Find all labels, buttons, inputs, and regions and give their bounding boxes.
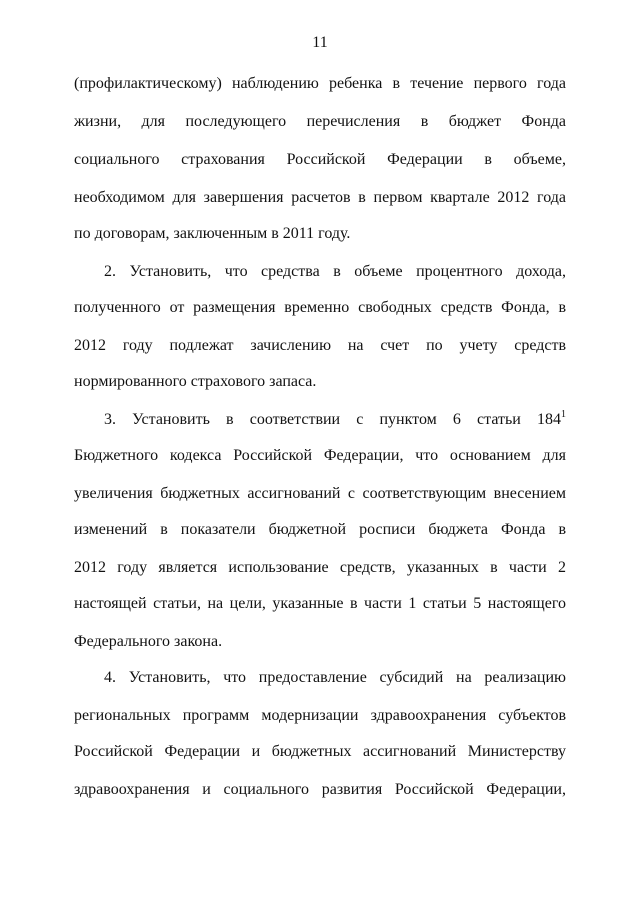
- article-superscript: 1: [561, 409, 566, 420]
- paragraph-3-line-5: 2012 году является использование средств, указанных в части 2: [74, 559, 566, 576]
- paragraph-3-line-3: увеличения бюджетных ассигнований с соответствующим внесением: [74, 485, 566, 502]
- paragraph-2-line-2: полученного от размещения временно свободных средств Фонда, в: [74, 299, 566, 316]
- page-number: 11: [312, 34, 328, 51]
- paragraph-1-line-4: необходимом для завершения расчетов в первом квартале 2012 года: [74, 189, 566, 206]
- paragraph-1-line-5: по договорам, заключенным в 2011 году.: [74, 225, 351, 242]
- paragraph-1-line-2: жизни, для последующего перечисления в бюджет Фонда: [74, 113, 566, 130]
- paragraph-3-line-1: [104, 410, 566, 430]
- paragraph-2-line-4: нормированного страхового запаса.: [74, 373, 317, 390]
- paragraph-3-line-1-text: 3. Установить в соответствии с пунктом 6 статьи 184: [104, 411, 561, 428]
- paragraph-4-line-4: здравоохранения и социального развития Российской Федерации,: [74, 781, 566, 798]
- paragraph-2-line-1: 2. Установить, что средства в объеме процентного дохода,: [104, 263, 566, 280]
- paragraph-1-line-1: (профилактическому) наблюдению ребенка в течение первого года: [74, 75, 566, 92]
- paragraph-3-line-4: изменений в показатели бюджетной росписи бюджета Фонда в: [74, 521, 566, 538]
- paragraph-4-line-2: региональных программ модернизации здравоохранения субъектов: [74, 707, 566, 724]
- paragraph-4-line-3: Российской Федерации и бюджетных ассигнований Министерству: [74, 743, 566, 760]
- paragraph-3-line-7: Федерального закона.: [74, 633, 223, 650]
- paragraph-3-line-2: Бюджетного кодекса Российской Федерации, что основанием для: [74, 447, 566, 464]
- paragraph-1-line-3: социального страхования Российской Федерации в объеме,: [74, 151, 566, 168]
- paragraph-2-line-3: 2012 году подлежат зачислению на счет по учету средств: [74, 337, 566, 354]
- paragraph-4-line-1: 4. Установить, что предоставление субсидий на реализацию: [104, 669, 566, 686]
- paragraph-3-line-6: настоящей статьи, на цели, указанные в части 1 статьи 5 настоящего: [74, 595, 566, 612]
